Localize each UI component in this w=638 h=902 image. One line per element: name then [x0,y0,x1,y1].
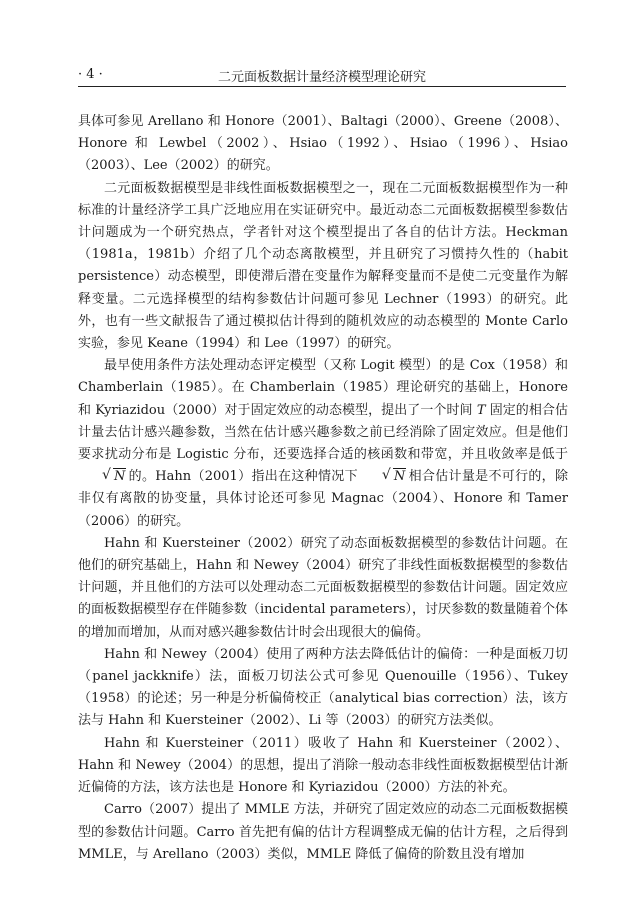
sqrt-n-radicand: N [114,469,126,485]
paragraph-3-text-2: 固定的相合估计量去估计感兴趣参数，当然在估计感兴趣参数之前已经消除了固定效应。但是他们要求扰动分布是 Logistic 分布，还要选择合适的核函数和带宽，并且收敛率是低于 [78,402,568,463]
sqrt-n-symbol [80,466,126,488]
paragraph-5: Hahn 和 Newey（2004）使用了两种方法去降低估计的偏倚：一种是面板刀切（panel jackknife）法，面板刀切法公式可参见 Quenouille（1956）、Tukey（1958）的论述；另一种是分析偏倚校正（analytical bias correction）法，该方法与 Hahn 和 Kuersteiner（2002）、Li 等（2003）的研究方法类似。 [78,646,568,729]
math-variable-t: T [476,402,486,418]
paragraph-7: Carro（2007）提出了 MMLE 方法，并研究了固定效应的动态二元面板数据模型的参数估计问题。Carro 首先把有偏的估计方程调整成无偏的估计方程，之后得到 MMLE，与 Arellano（2003）类似，MMLE 降低了偏倚的阶数且没有增加 [78,802,568,862]
paragraph-2: 二元面板数据模型是非线性面板数据模型之一，现在二元面板数据模型作为一种标准的计量经济学工具广泛地应用在实证研究中。最近动态二元面板数据模型参数估计问题成为一个研究热点，学者针对这个模型提出了各自的估计方法。Heckman（1981a，1981b）介绍了几个动态离散模型，并且研究了习惯持久性的（habit persistence）动态模型，即使滞后潜在变量作为解释变量而不是使二元变量作为解释变量。二元选择模型的结构参数估计问题可参见 Lechner（1993）的研究。此外，也有一些文献报告了通过模拟估计得到的随机效应的动态模型的 Monte Carlo 实验，参见 Keane（1994）和 Lee（1997）的研究。 [78,180,568,352]
paragraph-3 [78,355,568,533]
paragraph-6: Hahn 和 Kuersteiner（2011）吸收了 Hahn 和 Kuersteiner（2002）、Hahn 和 Newey（2004）的思想，提出了消除一般动态非线性面板数据模型估计渐近偏倚的方法，该方法也是 Honore 和 Kyriazidou（2000）方法的补充。 [78,735,568,796]
running-title: 二元面板数据计量经济模型理论研究 [217,70,426,85]
header-rule [78,86,566,87]
body-text [78,111,568,866]
page-header [78,62,566,88]
paragraph-3-text-3: 的。Hahn（2001）指出在这种情况下 [128,469,358,485]
sqrt-n-radicand: N [393,469,406,485]
paragraph-3-text-4: 相合估计量是不可行的，除非仅有离散的协变量，具体讨论还可参见 Magnac（2004）、Honore 和 Tamer（2006）的研究。 [78,469,568,529]
page-number: · 4 · [78,67,103,82]
sqrt-n-symbol [360,466,406,488]
paragraph-3-text-1: 最早使用条件方法处理动态评定模型（又称 Logit 模型）的是 Cox（1958）和 Chamberlain（1985）。在 Chamberlain（1985）理论研究的基础上，Honore 和 Kyriazidou（2000）对于固定效应的动态模型，提出了一个时间 [78,358,568,418]
paragraph-4: Hahn 和 Kuersteiner（2002）研究了动态面板数据模型的参数估计问题。在他们的研究基础上，Hahn 和 Newey（2004）研究了非线性面板数据模型的参数估计问题，并且他们的方法可以处理动态二元面板数据模型的参数估计问题。固定效应的面板数据模型存在伴随参数（incidental parameters），讨厌参数的数量随着个体的增加而增加，从而对感兴趣参数估计时会出现很大的偏倚。 [78,535,568,640]
paragraph-1: 具体可参见 Arellano 和 Honore（2001）、Baltagi（2000）、Greene（2008）、Honore 和 Lewbel（2002）、Hsiao（1992）、Hsiao（1996）、Hsiao（2003）、Lee（2002）的研究。 [78,114,568,174]
